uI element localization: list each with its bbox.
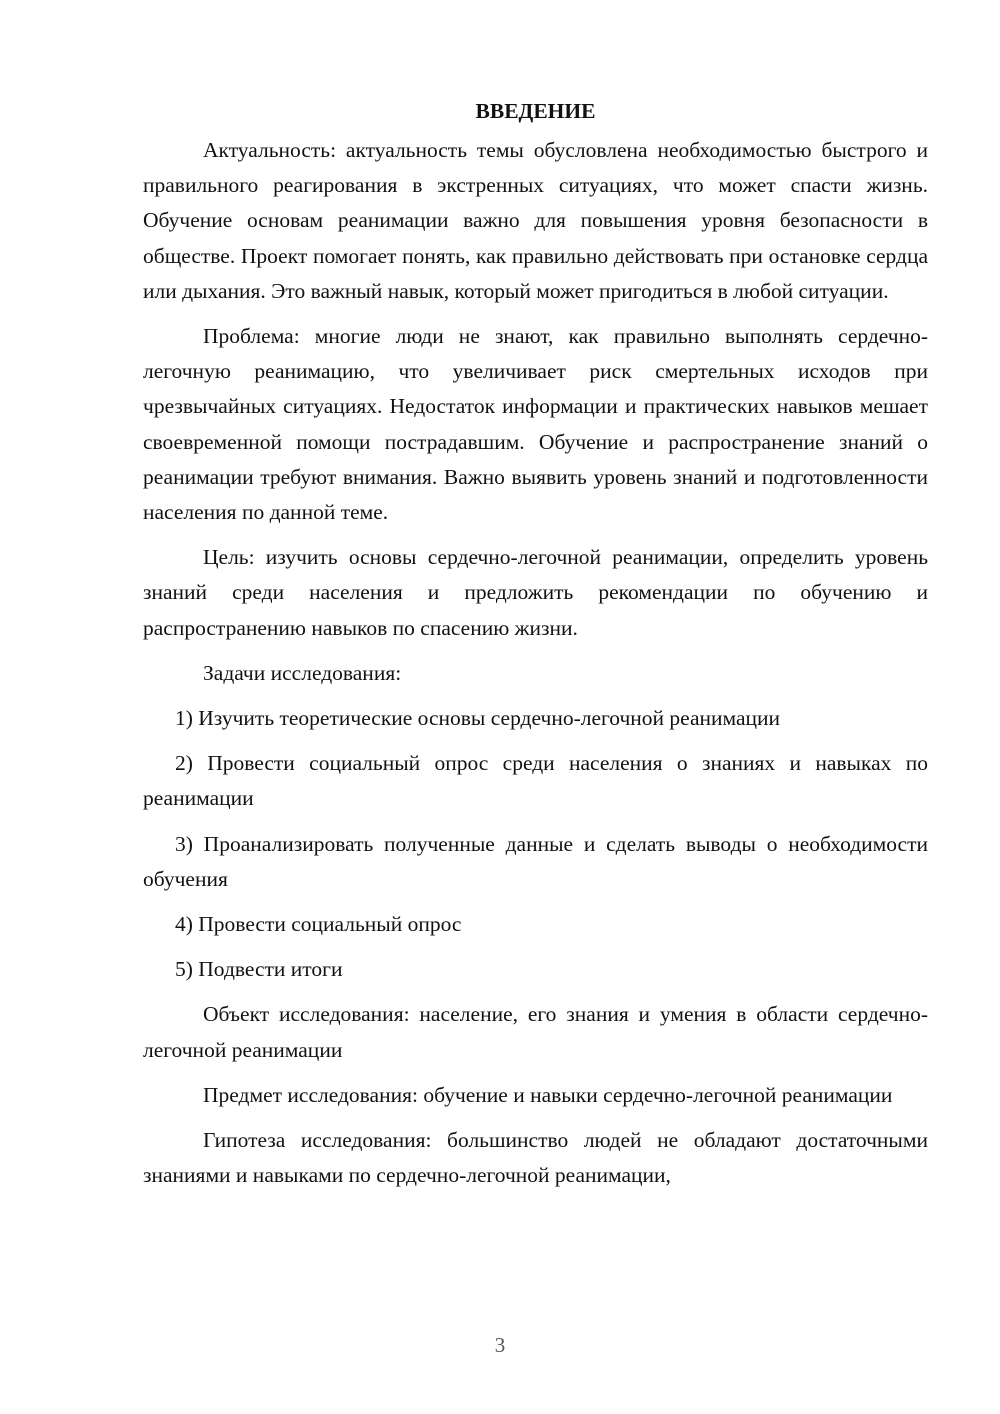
page-title: ВВЕДЕНИЕ bbox=[475, 99, 596, 123]
page-number: 3 bbox=[494, 1333, 506, 1357]
task-item: 1) Изучить теоретические основы сердечно-легочной реанимации bbox=[175, 706, 781, 731]
task-item: 4) Провести социальный опрос bbox=[175, 912, 462, 937]
tasks-heading: Задачи исследования: bbox=[203, 660, 402, 685]
task-item: 5) Подвести итоги bbox=[175, 957, 343, 982]
paragraph-hypothesis: Гипотеза исследования: большинство людей не обладают достаточными знаниями и навыками по сердечно-легочной реанимации, bbox=[143, 1128, 928, 1188]
paragraph-subject: Предмет исследования: обучение и навыки сердечно-легочной реанимации bbox=[203, 1082, 893, 1107]
paragraph-problem: Проблема: многие люди не знают, как правильно выполнять сердечно-легочную реанимацию, что увеличивает риск смертельных исходов при чрезвычайных ситуациях. Недостаток информации и практических навыков мешает своевременной помощи пострадавшим. Обучение и распространение знаний о реанимации требуют внимания. Важно выявить уровень знаний и подготовленности населения по данной теме. bbox=[143, 324, 928, 525]
paragraph-relevance: Актуальность: актуальность темы обусловлена необходимостью быстрого и правильного реагирования в экстренных ситуациях, что может спасти жизнь. Обучение основам реанимации важно для повышения уровня безопасности в обществе. Проект помогает понять, как правильно действовать при остановке сердца или дыхания. Это важный навык, который может пригодиться в любой ситуации. bbox=[143, 138, 928, 303]
paragraph-object: Объект исследования: население, его знания и умения в области сердечно-легочной реанимации bbox=[143, 1002, 928, 1062]
paragraph-goal: Цель: изучить основы сердечно-легочной реанимации, определить уровень знаний среди населения и предложить рекомендации по обучению и распространению навыков по спасению жизни. bbox=[143, 545, 928, 640]
task-item: 2) Провести социальный опрос среди населения о знаниях и навыках по реанимации bbox=[143, 751, 928, 811]
page-content bbox=[143, 97, 928, 1203]
task-item: 3) Проанализировать полученные данные и сделать выводы о необходимости обучения bbox=[143, 831, 928, 891]
